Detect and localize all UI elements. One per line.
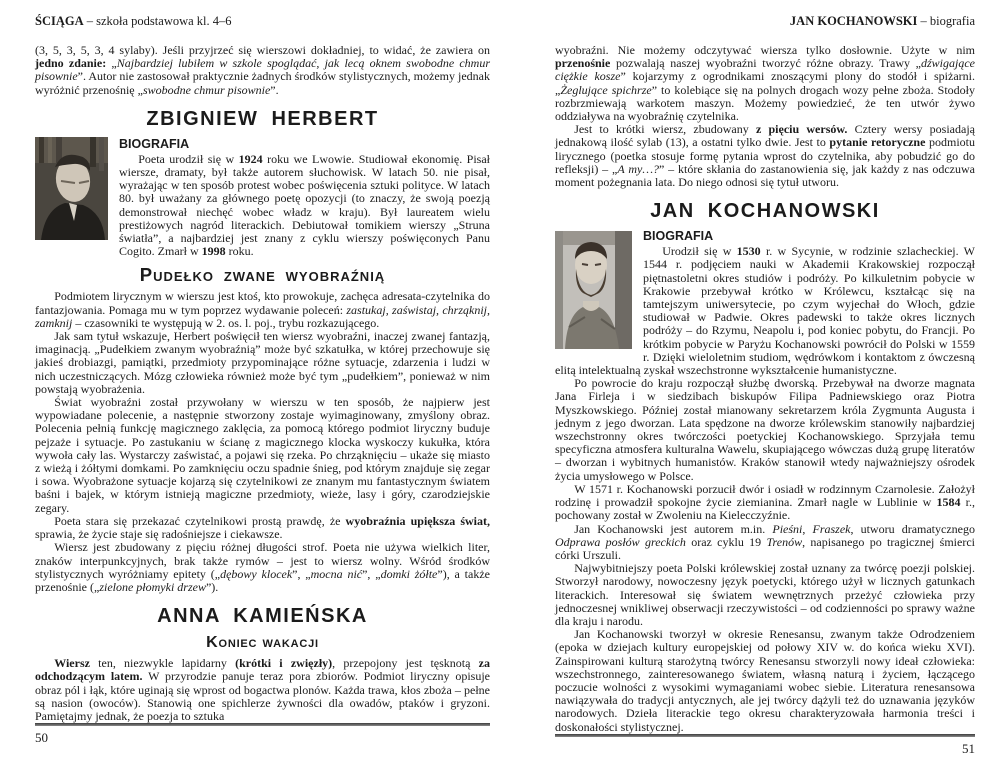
section-title-zbigniew-herbert: ZBIGNIEW HERBERT [146,107,379,130]
running-header-right [555,14,975,28]
body-paragraph: Jan Kochanowski tworzył w okresie Renesansu, zwanym także Odrodzeniem (epoka w dziejach kultury europejskiej od połowy XIV w. do końca wieku XVI). Zainspirowani kulturą starożytną twórcy Renesansu stworzyli nowy ideał człowieka: wszechstronnego, zainteresowanego światem, własną naturą i życiem, łączącego poczucie wolności z wysokimi wymaganiami wobec siebie. Literatura renesansowa nawiązywała do tradycji antycznych, ale jej twórcy dążyli też do uznawania języków narodowych. Dzieła literackie tego okresu charakteryzowała harmonia treści i doskonałości stylistycznej. [555,627,975,734]
running-header-right-title: JAN KOCHANOWSKI [789,14,918,28]
page-left [0,0,508,746]
herbert-portrait-image [35,137,108,240]
running-header-left-subtitle: – szkoła podstawowa kl. 4–6 [83,14,232,28]
footer-rule-right [555,734,975,737]
left-page-content [35,44,490,723]
body-paragraph: W 1571 r. Kochanowski porzucił dwór i osiadł w rodzinnym Czarnolesie. Założył rodzinę i prowadził spokojne życie ziemianina. Zmarł nagle w Lublinie w 1584 r., pochowany został w Zwoleniu na Kielecczyźnie. [555,481,975,523]
herbert-bio-paragraph: Poeta urodził się w 1924 roku we Lwowie. Studiował ekonomię. Pisał wiersze, dramaty, był także autorem słuchowisk. W latach 50. nie pisał, wyrażając w ten sposób protest wobec poświęcenia sztuki polityce. W latach 80. był uważany za głównego poetę opozycji (to znaczy, że swoją poezją demonstrował niechęć wobec władz w kraju). Był laureatem wielu prestiżowych nagród literackich. Debiutował tomikiem wierszy „Struna światła”, a najbardziej jest znany z cyklu wierszy poświęconych Panu Cogito. Zmarł w 1998 roku. [119,151,490,259]
kochanowski-photo [555,231,632,354]
body-paragraph: Świat wyobraźni został przywołany w wierszu w ten sposób, że najpierw jest wypowiadane polecenie, a następnie stworzony zostaje wyimaginowany, zmyślony obraz. Polecenia pełnią funkcję magicznego zaklęcia, za pomocą którego podmiot liryczny buduje pejzaże i sytuacje. Po zastukaniu w ścianę z magicznego klocka wyskoczy kukułka, która wywoła cały las. Wystarczy zaświstać, a pojawi się rzeka. Po chrząknięciu – ukaże się miasto z wieżą i żółtymi domkami. Po zamknięciu oczu spadnie śnieg, pod którym znajduje się zegar i sowa. Wyobrażone sytuacje kojarzą się czytelnikowi ze znanym mu fantastycznym światem baśni i bajek, w którym istnieją magiczne przedmioty, wieże, lasy i góry, czarodziejskie zegary. [35,395,490,515]
page-right [508,0,1000,756]
running-header-left [35,14,490,28]
right-page-content [555,44,975,734]
herbert-bio-block [35,137,490,259]
footer-rule-left [35,723,490,726]
continuation-paragraph: wyobraźni. Nie możemy odczytywać wiersza tylko dosłownie. Użyte w nim przenośnie pozwalają naszej wyobraźni tworzyć różne obrazy. Trawy „dźwigające ciężkie kosze” kojarzymy z ogrodnikami znoszącymi plony do stodół i spiżarni. „Żeglujące spichrze” to kolebiące się na polnych drogach wozy pełne zboża. Stodoły rozbrzmiewają warkotem maszyn. Możemy powiedzieć, że ten utwór żywo oddziaływa na wyobraźnię czytelnika. [555,43,975,124]
kochanowski-bio-paragraph: Urodził się w 1530 r. w Sycynie, w rodzinie szlacheckiej. W 1544 r. podjęciem nauki w Akademii Krakowskiej rozpoczął piętnastoletni okres studiów i podróży. Po kilkuletnim pobycie w Krakowie przebywał krótko w Królewcu, kształcąc się na tamtejszym uniwersytecie, po czym wyjechał do Włoch, gdzie studiował w Padwie. Okres padewski to także okres licznych podróży – do Rzymu, Neapolu i, pod koniec pobytu, do Francji. Po krótkim pobycie w Paryżu Kochanowski powrócił do Polski w 1559 r. Dzięki wieloletnim studiom, wędrówkom i kontaktom z ówczesną elitą intelektualną zyskał wszechstronne wykształcenie humanistyczne. [555,244,975,378]
section-title-jan-kochanowski: JAN KOCHANOWSKI [650,200,880,223]
kochanowski-portrait-image [555,231,632,349]
body-paragraph: Najwybitniejszy poeta Polski królewskiej został uznany za twórcę poezji polskiej. Stworzył narodowy, nowoczesny język poetycki, którego użył w licznych gatunkach literackich. Interesował się światem wewnętrznych przeżyć człowieka przy jednoczesnej wnikliwej obserwacji rzeczywistości – od codzienności po sprawy ważne dla kraju i narodu. [555,561,975,628]
section-title-anna-kamienska: ANNA KAMIEŃSKA [157,605,368,628]
running-header-left-title: ŚCIĄGA [35,14,84,28]
body-paragraph: Wiersz ten, niezwykle lapidarny (krótki i zwięzły), przepojony jest tęsknotą za odchodzącym latem. W przyrodzie panuje teraz pora zbiorów. Podmiot liryczny opisuje obraz pól i łąk, które uginają się wprost od bogactwa plonów. Każda trawa, kłos zboża – pełne są nasion (owoców). Stanowią one spichlerze żywności dla owadów, ptaków i gryzoni. Pamiętajmy jednak, że poezja to sztuka [35,656,490,723]
running-header-right-subtitle: – biografia [917,14,975,28]
body-paragraph: Jak sam tytuł wskazuje, Herbert poświęcił ten wiersz wyobraźni, inaczej zwanej fantazją, imaginacją. „Pudełkiem zwanym wyobraźnią” może być szkatułka, w której przechowuje się jakieś drobiazgi, pamiątki, przedmioty przypominające różne sytuacje, zdarzenia i ludzi w nich uczestniczących. Mózg człowieka również może być tym „pudełkiem”, ponieważ w nim powstają wyobrażenia. [35,329,490,396]
kochanowski-bio-block [555,229,975,734]
body-paragraph: Poeta stara się przekazać czytelnikowi prostą prawdę, że wyobraźnia upiększa świat, sprawia, że życie staje się radośniejsze i ciekawsze. [35,513,491,542]
body-paragraph: Jest to krótki wiersz, zbudowany z pięciu wersów. Cztery wersy posiadają jednakową ilość sylab (13), a ostatni tylko dwie. Jest to pytanie retoryczne podmiotu lirycznego (poetka stosuje formę pytania wprost do czytelnika, aby pobudzić go do refleksji) – „A my…?” – które skłania do zastanowienia się, jak każdy z nas odczuwa moment pożegnania lata. Do niego odnosi się tytuł utworu. [555,122,975,190]
biografia-label: BIOGRAFIA [119,136,190,151]
page-number-left: 50 [35,730,48,746]
page-number-right: 51 [962,740,975,756]
biografia-label: BIOGRAFIA [643,229,714,244]
body-paragraph: Podmiotem lirycznym w wierszu jest ktoś, kto prowokuje, zachęca adresata-czytelnika do fantazjowania. Pomaga mu w tym poprzez wydawanie poleceń: zastukaj, zaświstaj, chrząknij, zamknij – czasowniki te występują w 2. os. l. poj., trybu rozkazującego. [35,289,491,330]
footer-left [35,723,490,757]
body-paragraph: Wiersz jest zbudowany z pięciu różnej długości strof. Poeta nie używa wielkich liter, znaków interpunkcyjnych, brak także rymów – jest to wiersz wolny. Wśród środków stylistycznych wyróżniamy epitety („dębowy klocek”, „mocna nić”, „domki żółte”), a także przenośnie („zielone płomyki drzew”). [35,540,490,594]
herbert-photo [35,137,108,240]
body-paragraph: Po powrocie do kraju rozpoczął służbę dworską. Przebywał na dworze magnata Jana Firleja i w siedzibach biskupów Filipa Padniewskiego oraz Piotra Myszkowskiego. Później został mianowany sekretarzem króla Zygmunta Augusta i jednym z jego dworzan. Lata spędzone na dworze królewskim stanowiły najbardziej wszechstronny okres twórczości poetyckiej Kochanowskiego. Sprzyjała temu specyficzna atmosfera kulturalna Wawelu, skupiającego wówczas dużą grupę literatów – dworzan i wybitnych humanistów. Kraków stanowił wtedy najważniejszy ośrodek życia umysłowego w Polsce. [555,376,975,483]
section-title-koniec-wakacji: Koniec wakacji [206,634,319,652]
section-title-pudelko: Pudełko zwane wyobraźnią [139,264,386,286]
herbert-bio-text [119,137,490,259]
body-paragraph: Jan Kochanowski jest autorem m.in. Pieśni, Fraszek, utworu dramatycznego Odprawa posłów greckich oraz cyklu 19 Trenów, napisanego po tragicznej śmierci córki Urszuli. [555,521,975,562]
footer-right [555,734,975,768]
continuation-paragraph: (3, 5, 3, 5, 3, 4 sylaby). Jeśli przyjrzeć się wierszowi dokładniej, to widać, że zawiera on jedno zdanie: „Najbardziej lubiłem w szkole spoglądać, jak lecą oknem swobodne chmur pisownie”. Autor nie zastosował praktycznie żadnych środków stylistycznych, możemy jednak wyróżnić przenośnię „swobodne chmur pisownie”. [35,43,491,97]
